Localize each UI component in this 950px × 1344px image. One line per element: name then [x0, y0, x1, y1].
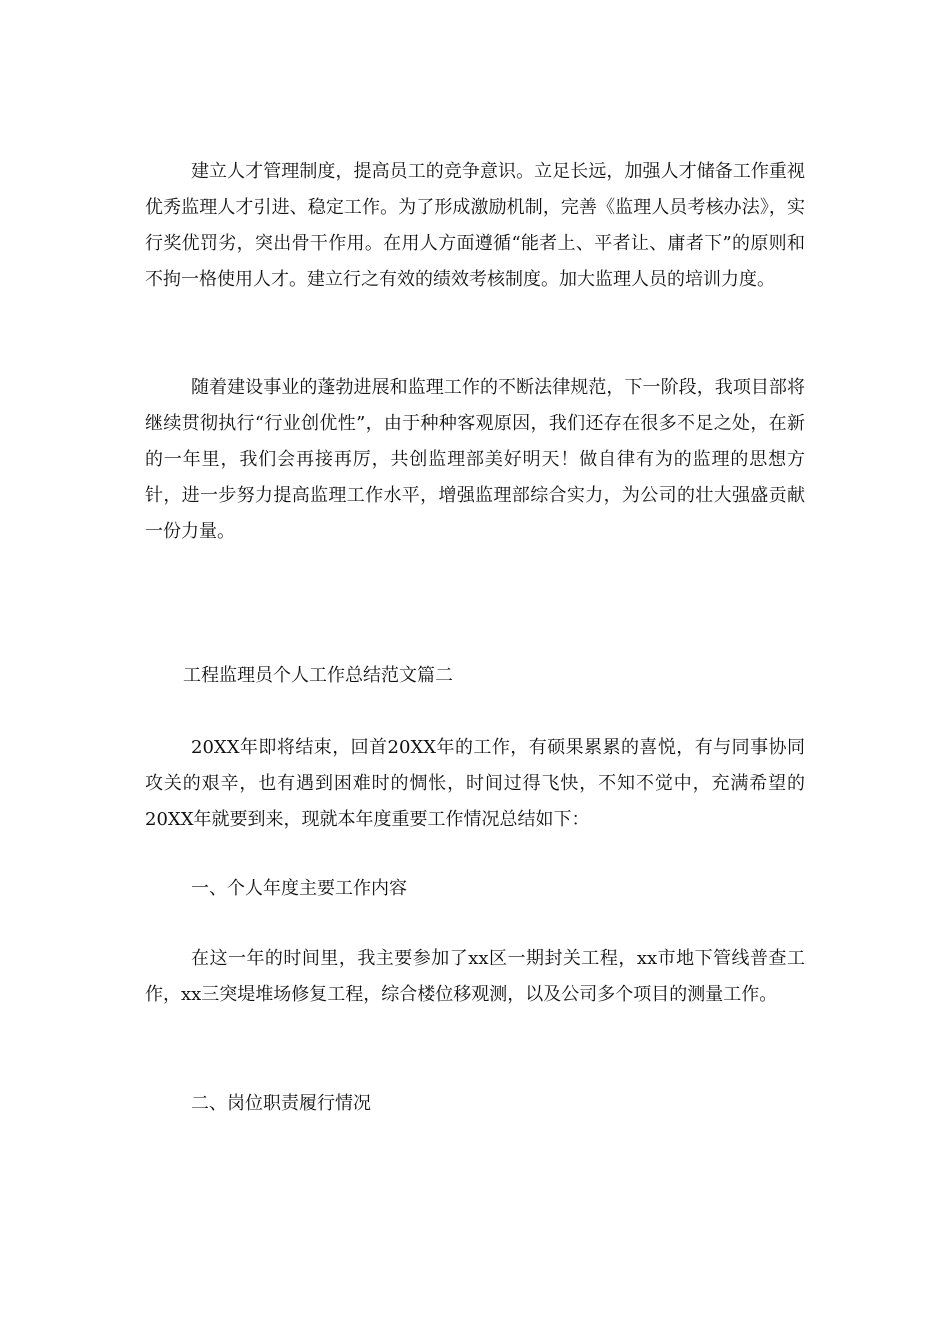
paragraph-future-plans: 随着建设事业的蓬勃进展和监理工作的不断法律规范，下一阶段，我项目部将继续贯彻执行“行业创优性”，由于种种客观原因，我们还存在很多不足之处，在新的一年里，我们会再接再厉，共创监理部美好明天！做自律有为的监理的思想方针，进一步努力提高监理工作水平，增强监理部综合实力，为公司的壮大强盛贡献一份力量。 — [145, 377, 805, 542]
paragraph-projects: 在这一年的时间里，我主要参加了xx区一期封关工程，xx市地下管线普查工作，xx三突堤堆场修复工程，综合楼位移观测，以及公司多个项目的测量工作。 — [145, 948, 805, 1005]
paragraph-talent-management: 建立人才管理制度，提高员工的竞争意识。立足长远，加强人才储备工作重视优秀监理人才引进、稳定工作。为了形成激励机制，完善《监理人员考核办法》，实行奖优罚劣，突出骨干作用。在用人方面遵循“能者上、平者让、庸者下”的原则和不拘一格使用人才。建立行之有效的绩效考核制度。加大监理人员的培训力度。 — [145, 161, 805, 290]
paragraph-year-summary-intro: 20XX年即将结束，回首20XX年的工作，有硕果累累的喜悦，有与同事协同攻关的艰辛，也有遇到困难时的惆怅，时间过得飞快，不知不觉中，充满希望的20XX年就要到来，现就本年度重要工作情况总结如下： — [145, 737, 805, 830]
section-heading-main-work: 一、个人年度主要工作内容 — [191, 878, 407, 899]
section-heading-duties: 二、岗位职责履行情况 — [191, 1093, 371, 1114]
article-title: 工程监理员个人工作总结范文篇二 — [183, 665, 453, 686]
